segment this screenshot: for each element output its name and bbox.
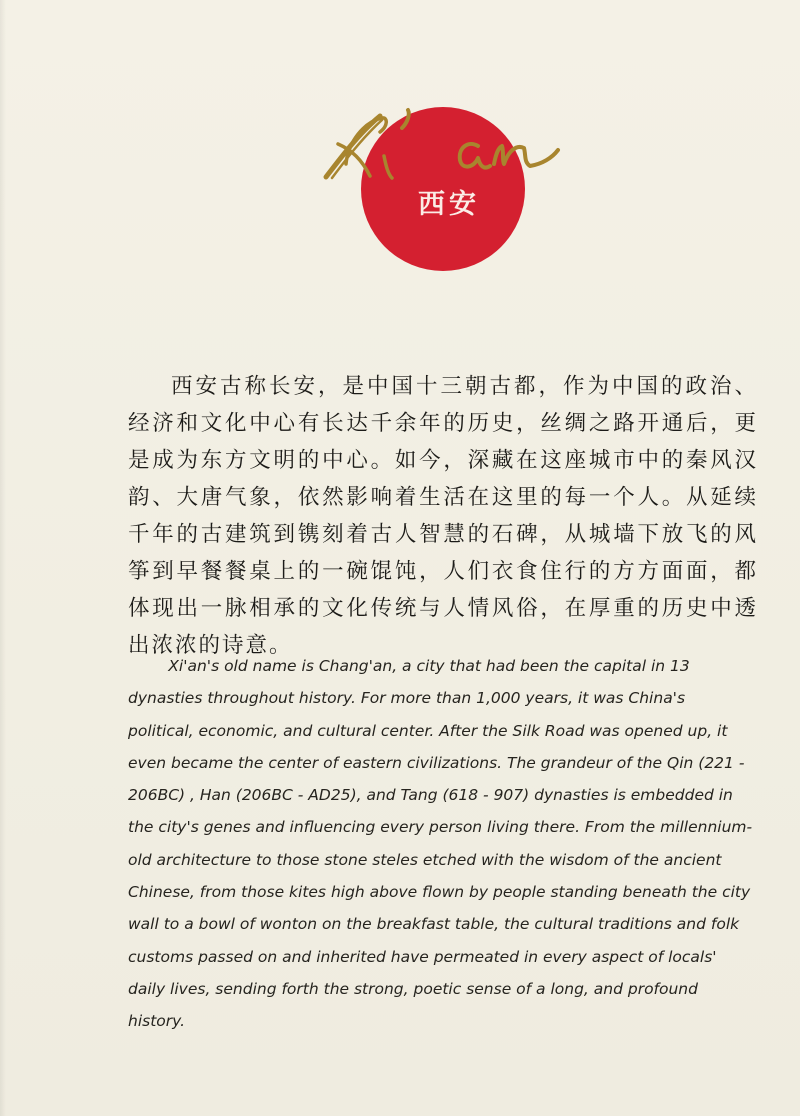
emblem-graphic — [318, 104, 568, 254]
emblem-chinese-title: 西安 — [418, 189, 480, 220]
chinese-paragraph: 西安古称长安，是中国十三朝古都，作为中国的政治、经济和文化中心有长达千余年的历史，丝绸之路开通后，更是成为东方文明的中心。如今，深藏在这座城市中的秦风汉韵、大唐气象，依然影响着生活在这里的每一个人。从延续千年的古建筑到镌刻着古人智慧的石碑，从城墙下放飞的风筝到早餐餐桌上的一碗馄饨，人们衣食住行的方方面面，都体现出一脉相承的文化传统与人情风俗，在厚重的历史中透出浓浓的诗意。 — [128, 374, 758, 658]
xian-emblem — [318, 104, 568, 254]
english-paragraph: Xi'an's old name is Chang'an, a city that had been the capital in 13 dynasties throughout history. For more than 1,000 years, it was China's political, economic, and cultural center. After the Silk Road was opened up, it even became the center of eastern civilizations. The grandeur of the Qin (221 - 206BC) , Han (206BC - AD25), and Tang (618 - 907) dynasties is embedded in the city's genes and influencing every person living there. From the millennium-old architecture to those stone steles etched with the wisdom of the ancient Chinese, from those kites high above flown by people standing beneath the city wall to a bowl of wonton on the breakfast table, the cultural traditions and folk customs passed on and inherited have permeated in every aspect of locals' daily lives, sending forth the strong, poetic sense of a long, and profound history. — [128, 657, 753, 1031]
page-binding-shadow — [0, 0, 6, 1116]
